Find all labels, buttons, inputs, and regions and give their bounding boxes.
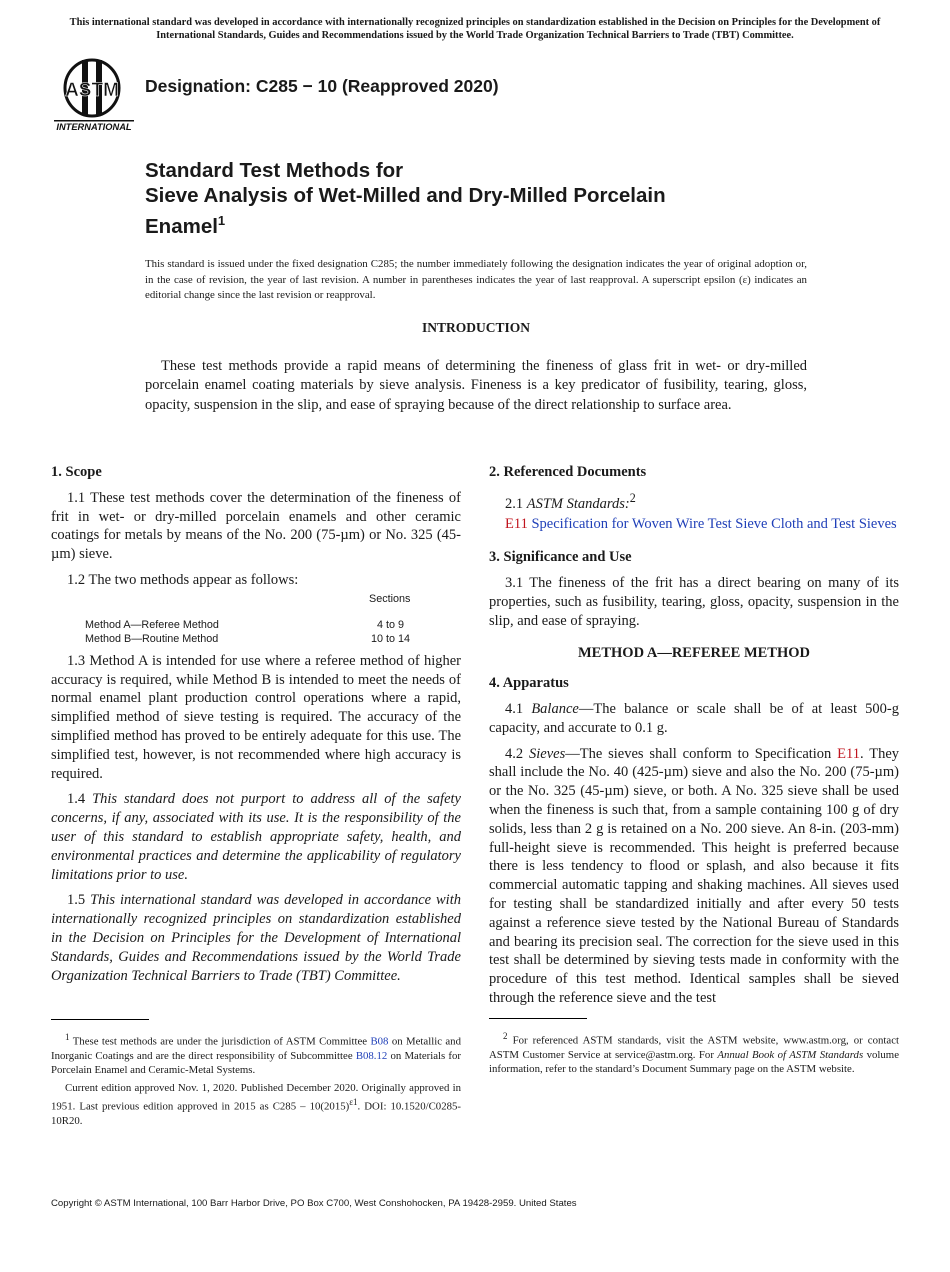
section-1-3: 1.3 Method A is intended for use where a referee method of higher accuracy is required, while Method B is intended to meet the needs of normal enamel plant production control operations where a rapid, simplified method of sieve testing is required. The accuracy of the simplified method has proved to be entirely adequate for this use. The simplified test, however, is not recommended where high accuracy is required. [51, 652, 461, 782]
reference-e11[interactable] [489, 515, 899, 534]
ref-code-e11[interactable]: E11 [505, 516, 528, 533]
section-2-1: 2.1 ASTM Standards:$^2$ [505, 490, 636, 512]
scope-heading: 1. Scope [51, 464, 102, 480]
trade-notice: This international standard was developed in accordance with internationally recognized principles on standardization established in the Decision on Principles for the Development of International Standards, Guides and Recommendations issued by the World Trade Organization Technical Barriers to Trade (TBT) Committee. [69, 17, 881, 41]
title-line-3: Enamel$^1$ [145, 213, 226, 238]
table-header-sections: Sections [369, 592, 411, 605]
section-1-1: 1.1 These test methods cover the determination of the fineness of frit in wet- or dry-milled porcelain enamels and other ceramic coatings for metals by means of the No. 200 (75-µm) or No. 325 (45-µm) sieve. [51, 489, 461, 563]
table-row-method: Method A—Referee Method [85, 618, 219, 631]
left-column [51, 463, 461, 1131]
section-3-1: 3.1 The fineness of the frit has a direct bearing on many of its properties, such as fusibility, tearing, gloss, opacity, suspension in the slip, and ease of spraying. [489, 575, 899, 629]
section-1-2: 1.2 The two methods appear as follows: [67, 571, 299, 588]
section-4-1: 4.1 Balance—The balance or scale shall be of at least 500-g capacity, and accurate to 0.1 g. [489, 701, 900, 736]
table-row-sections: 4 to 9 [377, 618, 405, 631]
astm-logo [52, 58, 136, 132]
link-b08-12[interactable]: B08.12 [355, 1050, 388, 1063]
footnote-1: $^1$ These test methods are under the jurisdiction of ASTM Committee B08 on Metallic and Inorganic Coatings and are the direct responsibility of Subcommittee B08.12 on Materials for Porcelain Enamel and Ceramic-Metal Systems. Current edition approved Nov. 1, 2020. Published December 2020. Originally approved in 1951. Last previous edition approved in 2015 as $C285 - 10(2015)^{\varepsilon 1}$. DOI: 10.1520/C0285-10R20. [51, 1032, 461, 1127]
right-column [489, 463, 899, 1079]
referenced-documents-heading: 2. Referenced Documents [489, 464, 647, 480]
introduction-heading: INTRODUCTION [421, 320, 530, 335]
title-line-1: Standard Test Methods for [145, 159, 404, 182]
method-a-heading: METHOD A—REFEREE METHOD [577, 645, 811, 662]
section-1-5: 1.5 This international standard was developed in accordance with internationally recognized principles on standardization established in the Decision on Principles for the Development of International Standards, Guides and Recommendations issued by the World Trade Organization Technical Barriers to Trade (TBT) Committee. [51, 892, 461, 984]
section-4-2: 4.2 Sieves—The sieves shall conform to Specification E11. They shall include the No. 40 (425-µm) sieve and also the No. 200 (75-µm) or the No. 325 (45-µm) sieve, or both. A No. 325 sieve shall be used when the fineness is such that, from a sample containing 100 g of dry solids, less than 2 g is retained on a No. 200 sieve. An 8-in. (203-mm) full-height sieve is recommended. This height is preferred because there is less tendency to flood or splash, and also because it fits commercial automatic tapping and shaking machines. All sieves used for testing shall be standardized initially and after every 50 tests against a reference sieve tested by the National Bureau of Standards and bearing its precision seal. The correction for the sieve used in this test shall be determined by sieving tests made in conformity with the procedure of this test method. Identical samples shall be sieved through the reference sieve and the test [489, 745, 900, 1006]
table-row-sections: 10 to 14 [371, 632, 411, 645]
svg-text:ASTM: ASTM [65, 80, 119, 101]
introduction-text: These test methods provide a rapid means of determining the fineness of glass frit in wet- or dry-milled porcelain enamel coating materials by sieve analysis. Fineness is a key predicator of fusibility, tearing, gloss, opacity, suspension in the slip, and ease of spraying because of the direct relationship to surface area. [145, 358, 807, 413]
footnote-rule [489, 1018, 587, 1019]
significance-heading: 3. Significance and Use [489, 549, 632, 566]
footnote-2: $^2$ For referenced ASTM standards, visit the ASTM website, www.astm.org, or contact ASTM Customer Service at service@astm.org. For Annual Book of ASTM Standards volume information, refer to the standard’s Document Summary page on the ASTM website. [489, 1030, 899, 1075]
title-footnote-mark: 1 [217, 213, 226, 228]
designation: Designation: C285 − 10 (Reapproved 2020) [145, 76, 499, 96]
title-line-2: Sieve Analysis of Wet-Milled and Dry-Milled Porcelain [145, 184, 666, 207]
link-b08[interactable]: B08 [370, 1035, 389, 1048]
issued-statement: This standard is issued under the fixed designation C285; the number immediately following the designation indicates the year of original adoption or, in the case of revision, the year of last revision. A number in parentheses indicates the year of last reapproval. A superscript epsilon (ε) indicates an editorial change since the last revision or reapproval. [145, 258, 807, 302]
section-1-4: 1.4 This standard does not purport to address all of the safety concerns, if any, associated with its use. It is the responsibility of the user of this standard to establish appropriate safety, health, and environmental practices and determine the applicability of regulatory limitations prior to use. [51, 791, 461, 883]
footnote-rule [51, 1019, 149, 1020]
apparatus-heading: 4. Apparatus [489, 675, 569, 692]
copyright-footer: Copyright © ASTM International, 100 Barr Harbor Drive, PO Box C700, West Conshohocken, PA 19428-2959. United States [51, 1198, 577, 1209]
svg-text:INTERNATIONAL: INTERNATIONAL [56, 122, 132, 132]
table-row-method: Method B—Routine Method [85, 632, 219, 645]
ref-title-e11[interactable]: Specification for Woven Wire Test Sieve Cloth and Test Sieves [531, 516, 897, 533]
ref-link-e11[interactable]: E11 [837, 745, 860, 762]
document-title [145, 158, 845, 239]
methods-table [51, 590, 461, 648]
